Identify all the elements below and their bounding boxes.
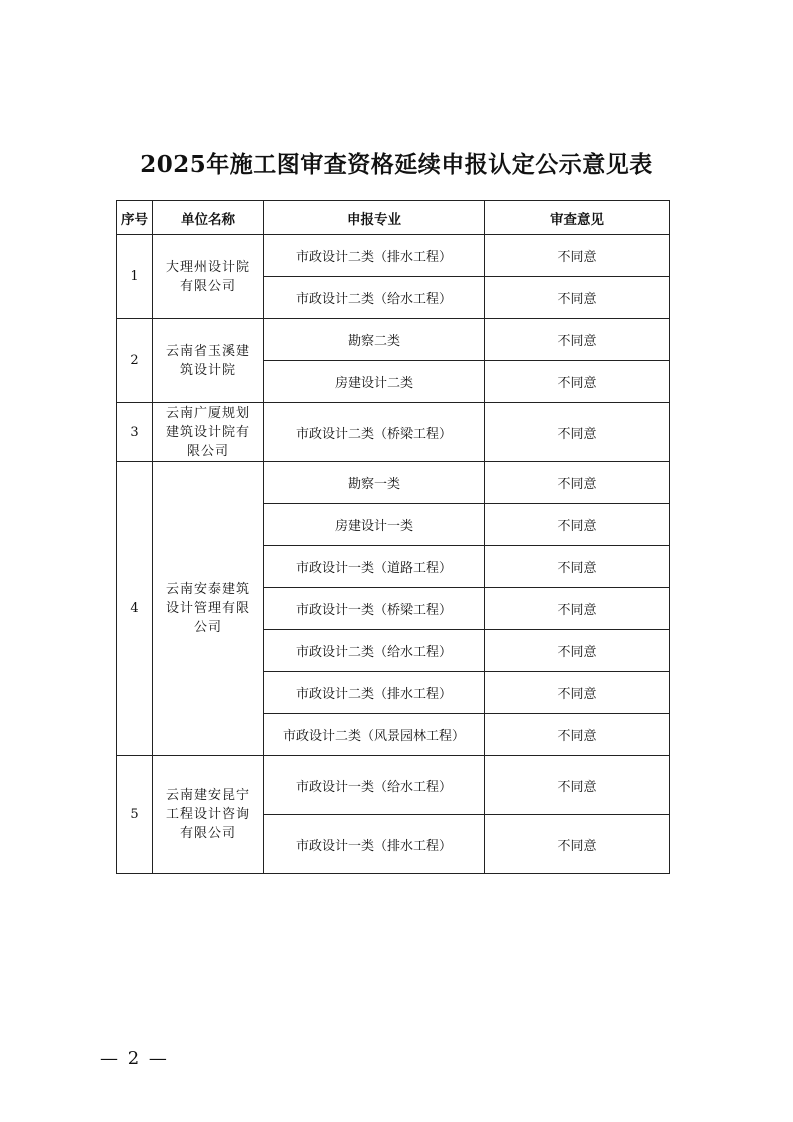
major-cell: 市政设计二类（风景园林工程） <box>264 714 485 756</box>
page-number: — 2 — <box>100 1048 169 1069</box>
unit-name: 云南安泰建筑设计管理有限公司 <box>165 582 250 635</box>
unit-name-cell <box>153 403 264 462</box>
major-cell: 市政设计二类（给水工程） <box>264 630 485 672</box>
unit-name: 云南省玉溪建筑设计院 <box>165 343 250 378</box>
unit-name: 云南建安昆宁工程设计咨询有限公司 <box>165 788 250 841</box>
opinion-cell: 不同意 <box>485 462 670 504</box>
opinion-cell: 不同意 <box>485 319 670 361</box>
unit-name-cell <box>153 756 264 874</box>
review-opinion-table <box>116 200 670 874</box>
major-cell: 市政设计一类（道路工程） <box>264 546 485 588</box>
table-row <box>117 403 670 462</box>
header-seq: 序号 <box>117 201 153 235</box>
major-cell: 勘察二类 <box>264 319 485 361</box>
opinion-cell: 不同意 <box>485 403 670 462</box>
seq-cell: 5 <box>117 756 153 874</box>
unit-name: 云南广厦规划建筑设计院有限公司 <box>165 405 250 459</box>
table-row <box>117 235 670 277</box>
major-cell: 房建设计一类 <box>264 504 485 546</box>
table-row <box>117 319 670 361</box>
opinion-cell: 不同意 <box>485 714 670 756</box>
major-cell: 市政设计二类（桥梁工程） <box>264 403 485 462</box>
unit-name-cell <box>153 319 264 403</box>
opinion-cell: 不同意 <box>485 630 670 672</box>
unit-name: 大理州设计院有限公司 <box>165 259 250 294</box>
major-cell: 市政设计二类（排水工程） <box>264 235 485 277</box>
header-unit: 单位名称 <box>153 201 264 235</box>
page-title: 2025年施工图审查资格延续申报认定公示意见表 <box>140 151 653 178</box>
opinion-cell: 不同意 <box>485 235 670 277</box>
header-major: 申报专业 <box>264 201 485 235</box>
major-cell: 市政设计一类（给水工程） <box>264 756 485 815</box>
unit-name-cell <box>153 235 264 319</box>
table-row <box>117 756 670 815</box>
major-cell: 勘察一类 <box>264 462 485 504</box>
opinion-cell: 不同意 <box>485 361 670 403</box>
opinion-cell: 不同意 <box>485 756 670 815</box>
header-opinion: 审查意见 <box>485 201 670 235</box>
seq-cell: 1 <box>117 235 153 319</box>
opinion-cell: 不同意 <box>485 546 670 588</box>
opinion-cell: 不同意 <box>485 277 670 319</box>
seq-cell: 2 <box>117 319 153 403</box>
major-cell: 市政设计二类（排水工程） <box>264 672 485 714</box>
table-row <box>117 462 670 504</box>
table-header-row <box>117 201 670 235</box>
opinion-cell: 不同意 <box>485 672 670 714</box>
major-cell: 市政设计一类（桥梁工程） <box>264 588 485 630</box>
major-cell: 房建设计二类 <box>264 361 485 403</box>
opinion-cell: 不同意 <box>485 504 670 546</box>
major-cell: 市政设计二类（给水工程） <box>264 277 485 319</box>
seq-cell: 4 <box>117 462 153 756</box>
unit-name-cell <box>153 462 264 756</box>
opinion-cell: 不同意 <box>485 588 670 630</box>
opinion-cell: 不同意 <box>485 815 670 874</box>
seq-cell: 3 <box>117 403 153 462</box>
major-cell: 市政设计一类（排水工程） <box>264 815 485 874</box>
